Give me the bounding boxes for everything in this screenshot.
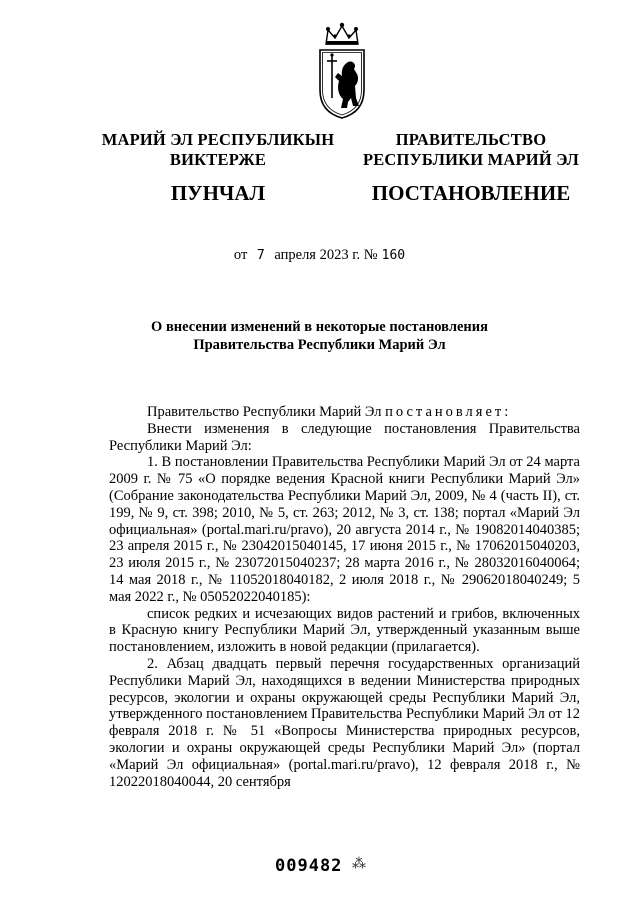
header-right-block	[360, 130, 582, 206]
header-right-line1: ПРАВИТЕЛЬСТВО	[395, 130, 547, 149]
intro-text: Правительство Республики Марий Эл	[147, 404, 386, 420]
paragraph-2: 1. В постановлении Правительства Республики Марий Эл от 24 марта 2009 г. № 75 «О порядке ведения Красной книги Республики Марий Эл» (Собрание законодательства Республики Марий Эл, 2009, № 4 (часть II), ст. 199, № 9, ст. 398; 2010, № 5, ст. 263; 2012, № 3, ст. 138; портал «Марий Эл официальная» (portal.mari.ru/pravo), 20 августа 2014 г., № 19082014040385; 23 апреля 2015 г., № 23042015040145, 17 июня 2015 г., № 17062015040203, 23 июля 2015 г., № 23072015040237; 28 марта 2016 г., № 28032016040064; 14 мая 2018 г., № 11052018040182, 2 июля 2018 г., № 29062018040249; 5 мая 2022 г., № 05052022040185):	[109, 454, 580, 605]
date-month-year: апреля 2023 г. №	[274, 247, 378, 263]
intro-end: :	[504, 404, 509, 420]
paragraph-intro	[109, 404, 580, 421]
paragraph-3: список редких и исчезающих видов растений и грибов, включенных в Красную книгу Республики Марий Эл, утвержденный указанным выше постановлением, изложить в новой редакции (прилагается).	[109, 605, 580, 656]
date-line	[0, 247, 639, 264]
header-right-line2: РЕСПУБЛИКИ МАРИЙ ЭЛ	[362, 150, 580, 169]
document-body	[109, 404, 580, 790]
date-day: 7	[256, 248, 265, 263]
header-left-line1: МАРИЙ ЭЛ РЕСПУБЛИКЫН	[101, 130, 335, 149]
header-left-block	[100, 130, 336, 206]
footer-mark: ⁂	[352, 857, 366, 872]
serial-number: 009482	[275, 856, 343, 876]
document-title	[0, 318, 639, 354]
title-line1: О внесении изменений в некоторые постановления	[151, 319, 488, 335]
document-number: 160	[381, 248, 406, 263]
date-prefix: от	[233, 247, 248, 263]
header-right-doc-type: ПОСТАНОВЛЕНИЕ	[371, 181, 571, 205]
header-left-line2: ВИКТЕРЖЕ	[169, 150, 267, 169]
coat-of-arms-icon	[316, 20, 368, 120]
intro-spaced-word: постановляет	[385, 404, 505, 420]
header-left-doc-type: ПУНЧАЛ	[170, 181, 266, 205]
title-line2: Правительства Республики Марий Эл	[193, 337, 446, 353]
paragraph-4: 2. Абзац двадцать первый перечня государственных организаций Республики Марий Эл, находящихся в ведении Министерства природных ресурсов, экологии и охраны окружающей среды Республики Марий Эл, утвержденного постановлением Правительства Республики Марий Эл от 12 февраля 2018 г. № 51 «Вопросы Министерства природных ресурсов, экологии и охраны окружающей среды Республики Марий Эл» (портал «Марий Эл официальная» (portal.mari.ru/pravo), 12 февраля 2018 г., № 12022018040044, 20 сентября	[109, 655, 580, 790]
paragraph-1: Внести изменения в следующие постановления Правительства Республики Марий Эл:	[109, 420, 580, 454]
